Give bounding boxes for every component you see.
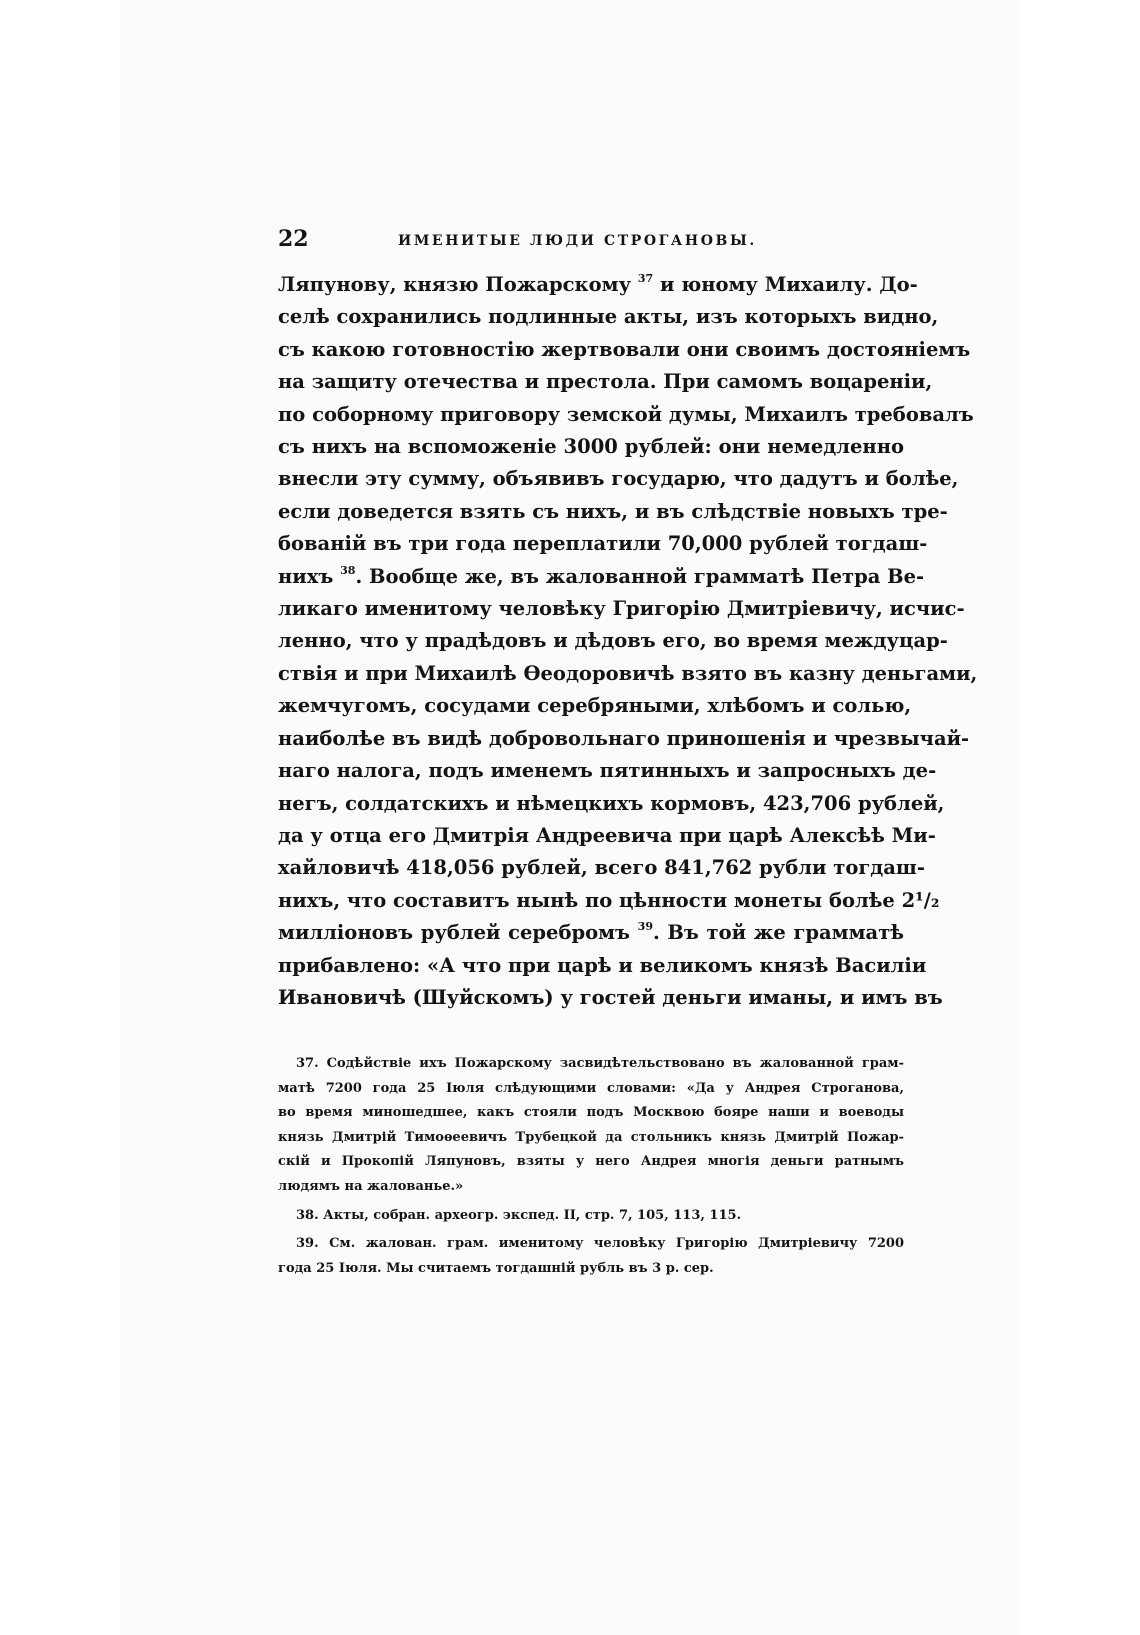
- text-line-2: селѣ сохранились подлинные акты, изъ которыхъ видно,: [278, 305, 939, 329]
- text-line-21: милліоновъ рублей серебромъ $^{39}$. Въ той же грамматѣ: [278, 920, 904, 945]
- body-text: [278, 269, 978, 1014]
- text-line-6: съ нихъ на вспоможеніе 3000 рублей: они немедленно: [278, 435, 904, 459]
- footnote-ref-39[interactable]: 39: [637, 920, 653, 934]
- footnote-line: во время миношедшее, какъ стояли подъ Москвою бояре наши и воеводы: [278, 1105, 904, 1121]
- footnote-line: князь Дмитрій Тимоѳеевичъ Трубецкой да стольникъ князь Дмитрій Пожар-: [278, 1129, 904, 1145]
- footnote-line: матѣ 7200 года 25 Іюля слѣдующими словами: «Да у Андрея Строганова,: [278, 1080, 904, 1096]
- footnote-38: [278, 1204, 904, 1229]
- running-title: ИМЕНИТЫЕ ЛЮДИ СТРОГАНОВЫ.: [398, 233, 757, 249]
- text-line-16: наго налога, подъ именемъ пятинныхъ и запросныхъ де-: [278, 759, 937, 783]
- footnote-line: скій и Прокопій Ляпуновъ, взяты у него Андрея многія деньги ратнымъ: [278, 1154, 904, 1170]
- text-line-4: на защиту отечества и престола. При самомъ воцареніи,: [278, 370, 933, 394]
- text-line-14: жемчугомъ, сосудами серебряными, хлѣбомъ и солью,: [278, 694, 912, 718]
- footnote-37: [278, 1052, 904, 1200]
- text-line-23: Ивановичѣ (Шуйскомъ) у гостей деньги иманы, и имъ въ: [278, 985, 943, 1009]
- text-line-8: если доведется взять съ нихъ, и въ слѣдствіе новыхъ тре-: [278, 499, 948, 523]
- text-line-12: ленно, что у прадѣдовъ и дѣдовъ его, во время междуцар-: [278, 629, 948, 653]
- text-line-20: нихъ, что составитъ нынѣ по цѣнности монеты болѣе 2¹/₂: [278, 888, 940, 912]
- page-number: 22: [278, 226, 309, 252]
- text-line-3: съ какою готовностію жертвовали они своимъ достояніемъ: [278, 337, 971, 361]
- footnote-ref-38[interactable]: 38: [340, 563, 356, 577]
- text-line-11: ликаго именитому человѣку Григорію Дмитріевичу, исчис-: [278, 597, 965, 621]
- footnote-line: людямъ на жалованье.»: [278, 1178, 464, 1194]
- footnote-line: 37. Содѣйствіе ихъ Пожарскому засвидѣтельствовано въ жалованной грам-: [296, 1056, 904, 1071]
- text-line-13: ствія и при Михаилѣ Ѳеодоровичѣ взято въ казну деньгами,: [278, 661, 978, 685]
- footnote-ref-37[interactable]: 37: [637, 272, 654, 285]
- text-line-9: бованій въ три года переплатили 70,000 рублей тогдаш-: [278, 532, 928, 556]
- footnote-line: 38. Акты, собран. археогр. экспед. II, стр. 7, 105, 113, 115.: [296, 1207, 742, 1223]
- running-head: [278, 226, 904, 256]
- text-line-7: внесли эту сумму, объявивъ государю, что дадутъ и болѣе,: [278, 467, 959, 491]
- footnote-39: [278, 1232, 904, 1281]
- text-line-5: по соборному приговору земской думы, Михаилъ требовалъ: [278, 402, 974, 426]
- footnote-line: 39. См. жалован. грам. именитому человѣку Григорію Дмитріевичу 7200: [296, 1236, 904, 1252]
- text-line-22: прибавлено: «А что при царѣ и великомъ князѣ Василіи: [278, 953, 927, 977]
- text-line-10: нихъ $^{38}$. Вообще же, въ жалованной грамматѣ Петра Ве-: [278, 563, 925, 588]
- text-line-1: Ляпунову, князю Пожарскому $^{37}$ и юному Михаилу. До-: [278, 272, 918, 296]
- footnotes: [278, 1052, 904, 1281]
- text-line-15: наиболѣе въ видѣ добровольнаго приношенія и чрезвычай-: [278, 726, 970, 750]
- footnote-line: года 25 Іюля. Мы считаемъ тогдашній рубль въ 3 р. сер.: [278, 1260, 714, 1276]
- text-line-17: негъ, солдатскихъ и нѣмецкихъ кормовъ, 423,706 рублей,: [278, 791, 945, 815]
- text-line-18: да у отца его Дмитрія Андреевича при царѣ Алексѣѣ Ми-: [278, 823, 936, 847]
- text-line-19: хайловичѣ 418,056 рублей, всего 841,762 рубли тогдаш-: [278, 856, 925, 880]
